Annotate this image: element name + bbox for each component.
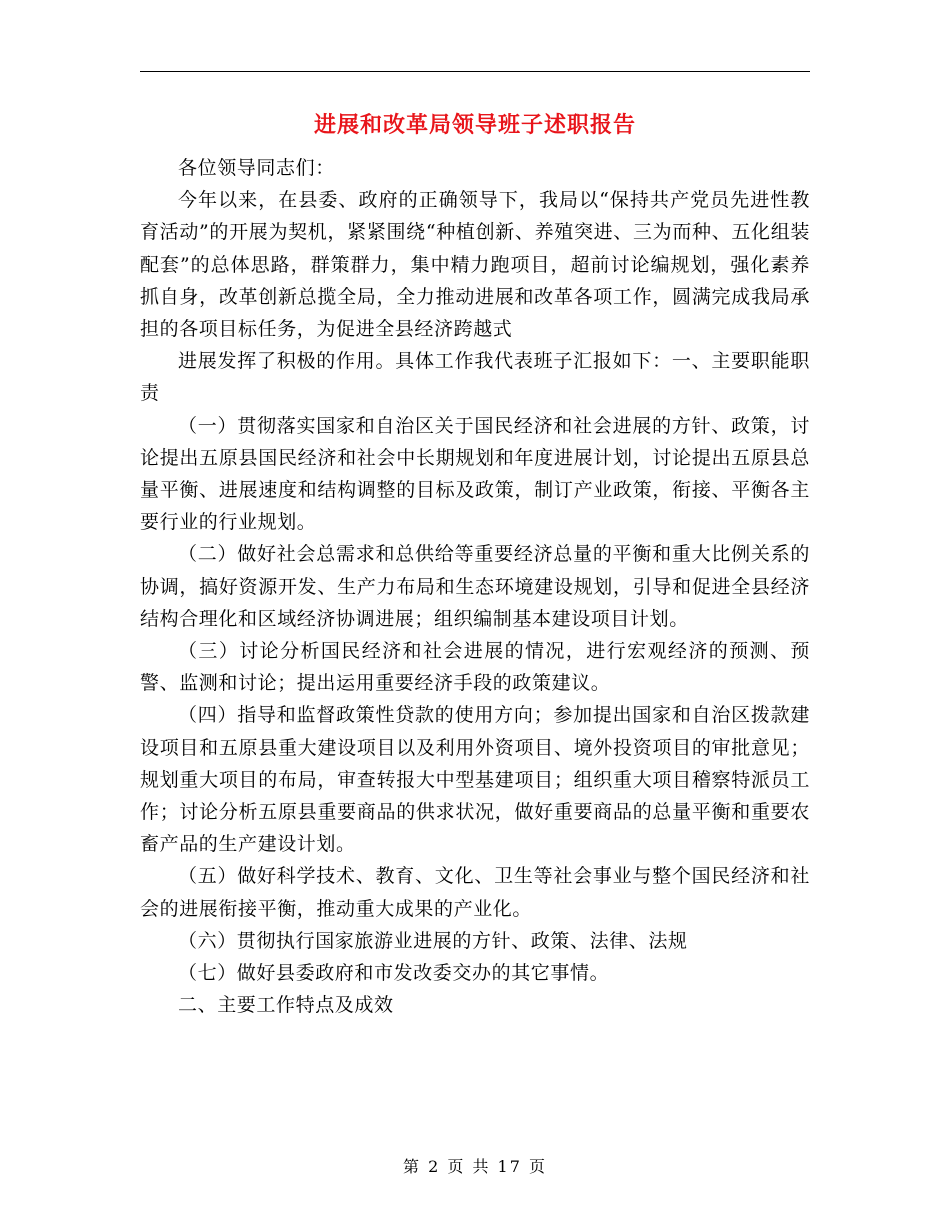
duty-item-4: （四）指导和监督政策性贷款的使用方向；参加提出国家和自治区拨款建设项目和五原县重大建设项目以及利用外资项目、境外投资项目的审批意见；规划重大项目的布局，审查转报大中型基建项目；组织重大项目稽察特派员工作；讨论分析五原县重要商品的供求状况，做好重要商品的总量平衡和重要农畜产品的生产建设计划。 — [140, 704, 810, 856]
section-heading-2: 二、主要工作特点及成效 — [178, 994, 394, 1017]
page-number-footer: 第 2 页 共 17 页 — [403, 1157, 547, 1176]
duty-item-2: （二）做好社会总需求和总供给等重要经济总量的平衡和重大比例关系的协调，搞好资源开发、生产力布局和生态环境建设规划，引导和促进全县经济结构合理化和区域经济协调进展；组织编制基本建设项目计划。 — [140, 543, 810, 630]
duty-item-6: （六）贯彻执行国家旅游业进展的方针、政策、法律、法规 — [178, 929, 688, 952]
salutation: 各位领导同志们： — [178, 157, 335, 179]
document-title: 进展和改革局领导班子述职报告 — [313, 112, 636, 138]
duty-item-1: （一）贯彻落实国家和自治区关于国民经济和社会进展的方针、政策，讨论提出五原县国民经济和社会中长期规划和年度进展计划，讨论提出五原县总量平衡、进展速度和结构调整的目标及政策，制订产业政策，衔接、平衡各主要行业的行业规划。 — [140, 414, 810, 534]
duty-item-3: （三）讨论分析国民经济和社会进展的情况，进行宏观经济的预测、预警、监测和讨论；提出运用重要经济手段的政策建议。 — [140, 640, 810, 695]
duty-item-5: （五）做好科学技术、教育、文化、卫生等社会事业与整个国民经济和社会的进展衔接平衡，推动重大成果的产业化。 — [140, 865, 810, 920]
intro-continuation-paragraph: 进展发挥了积极的作用。具体工作我代表班子汇报如下：一、主要职能职责 — [140, 350, 810, 405]
intro-paragraph: 今年以来，在县委、政府的正确领导下，我局以“保持共产党员先进性教育活动”的开展为契机，紧紧围绕“种植创新、养殖突进、三为而种、五化组装配套”的总体思路，群策群力，集中精力跑项目，超前讨论编规划，强化素养抓自身，改革创新总揽全局，全力推动进展和改革各项工作，圆满完成我局承担的各项目标任务，为促进全县经济跨越式 — [140, 189, 810, 341]
header-rule — [140, 71, 810, 72]
document-body — [140, 152, 810, 1021]
duty-item-7: （七）做好县委政府和市发改委交办的其它事情。 — [178, 962, 610, 985]
